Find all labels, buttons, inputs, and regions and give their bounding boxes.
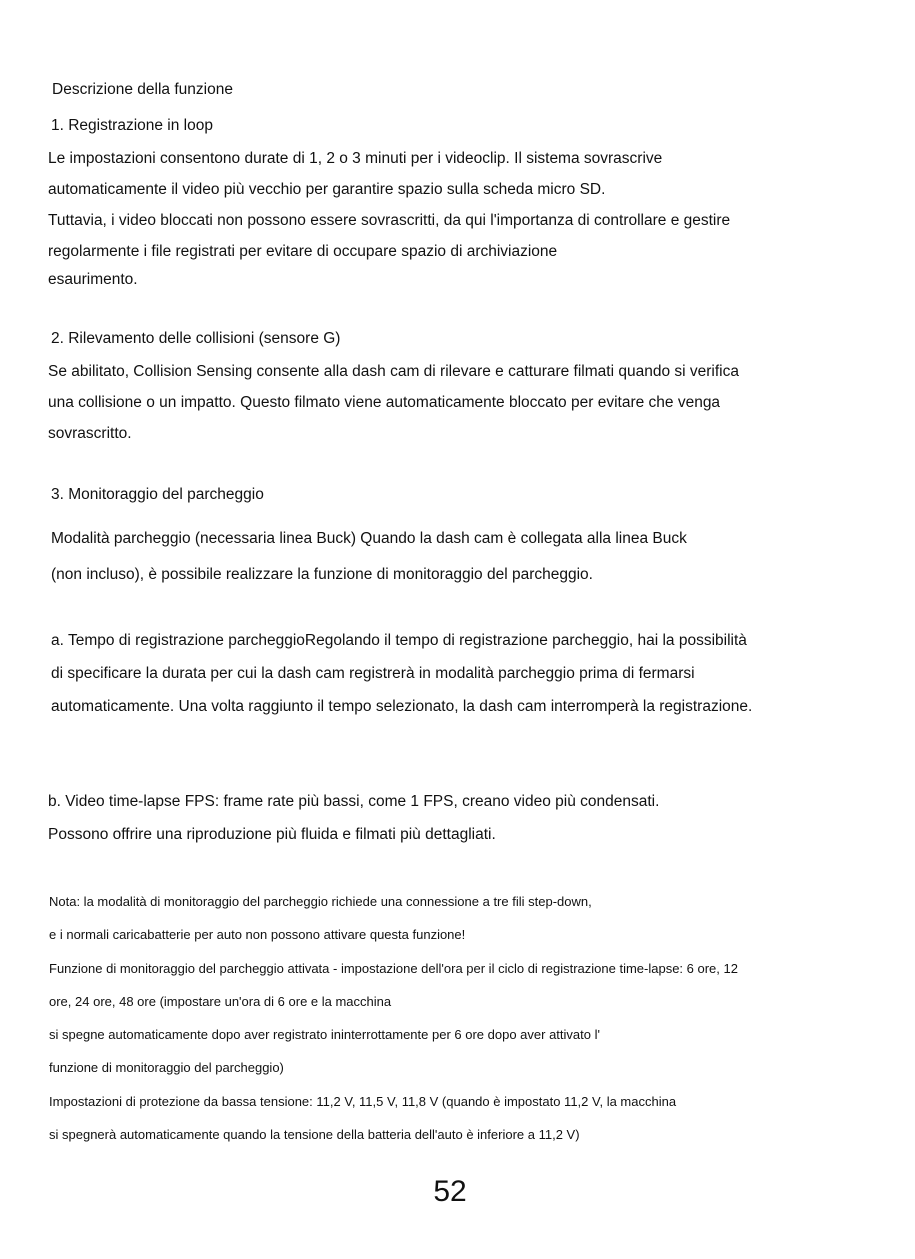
paragraph-line: di specificare la durata per cui la dash cam registrerà in modalità parcheggio prima di fermarsi xyxy=(51,665,695,682)
section-title-collision: 2. Rilevamento delle collisioni (sensore G) xyxy=(51,330,341,347)
section-title-loop: 1. Registrazione in loop xyxy=(51,117,213,134)
paragraph-line: regolarmente i file registrati per evitare di occupare spazio di archiviazione xyxy=(48,243,558,260)
section-title-parking: 3. Monitoraggio del parcheggio xyxy=(51,486,264,503)
note-line: Impostazioni di protezione da bassa tensione: 11,2 V, 11,5 V, 11,8 V (quando è impostato 11,2 V, la macchina xyxy=(49,1094,677,1109)
paragraph-line: Le impostazioni consentono durate di 1, 2 o 3 minuti per i videoclip. Il sistema sovrascrive xyxy=(48,150,663,167)
paragraph-line: Se abilitato, Collision Sensing consente alla dash cam di rilevare e catturare filmati quando si verifica xyxy=(48,363,739,380)
note-line: funzione di monitoraggio del parcheggio) xyxy=(49,1060,284,1075)
paragraph-line: Tuttavia, i video bloccati non possono essere sovrascritti, da qui l'importanza di controllare e gestire xyxy=(48,212,731,229)
note-line: si spegnerà automaticamente quando la tensione della batteria dell'auto è inferiore a 11,2 V) xyxy=(49,1127,580,1142)
paragraph-line: una collisione o un impatto. Questo filmato viene automaticamente bloccato per evitare che venga xyxy=(48,394,721,411)
paragraph-line: esaurimento. xyxy=(48,271,138,288)
note-line: Nota: la modalità di monitoraggio del parcheggio richiede una connessione a tre fili step-down, xyxy=(49,894,592,909)
note-line: e i normali caricabatterie per auto non possono attivare questa funzione! xyxy=(49,927,466,942)
paragraph-line: b. Video time-lapse FPS: frame rate più bassi, come 1 FPS, creano video più condensati. xyxy=(48,793,660,810)
paragraph-line: sovrascritto. xyxy=(48,425,132,442)
note-line: ore, 24 ore, 48 ore (impostare un'ora di 6 ore e la macchina xyxy=(49,994,392,1009)
note-line: Funzione di monitoraggio del parcheggio attivata - impostazione dell'ora per il ciclo di registrazione time-lapse: 6 ore, 12 xyxy=(49,961,738,976)
paragraph-line: (non incluso), è possibile realizzare la funzione di monitoraggio del parcheggio. xyxy=(51,566,593,583)
paragraph-line: automaticamente. Una volta raggiunto il tempo selezionato, la dash cam interromperà la registrazione. xyxy=(51,698,753,715)
page-heading: Descrizione della funzione xyxy=(52,81,233,98)
paragraph-line: Possono offrire una riproduzione più fluida e filmati più dettagliati. xyxy=(48,826,496,843)
paragraph-line: a. Tempo di registrazione parcheggioRegolando il tempo di registrazione parcheggio, hai la possibilità xyxy=(51,632,747,649)
paragraph-line: automaticamente il video più vecchio per garantire spazio sulla scheda micro SD. xyxy=(48,181,606,198)
page-number: 52 xyxy=(433,1175,467,1208)
paragraph-line: Modalità parcheggio (necessaria linea Buck) Quando la dash cam è collegata alla linea Buck xyxy=(51,530,687,547)
note-line: si spegne automaticamente dopo aver registrato ininterrottamente per 6 ore dopo aver attivato l' xyxy=(49,1027,600,1042)
